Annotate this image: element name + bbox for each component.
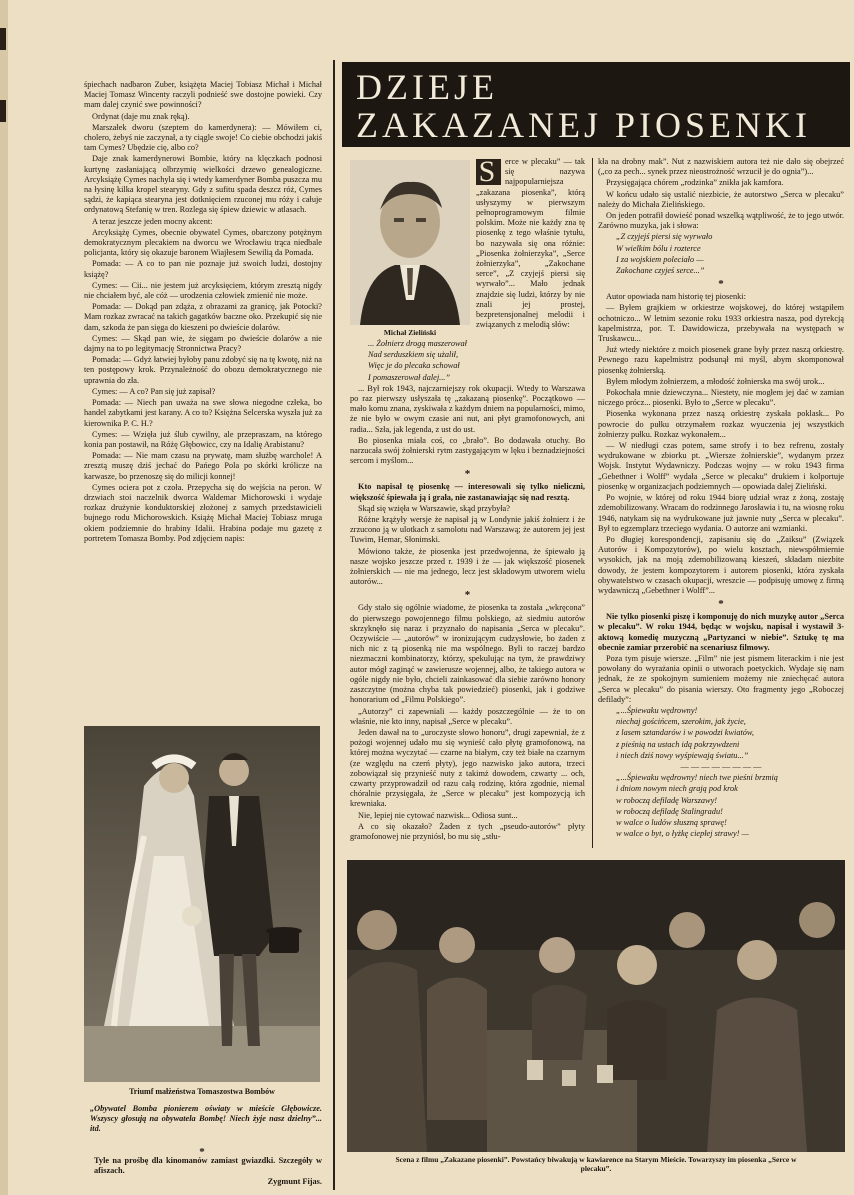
separator-star: * (464, 468, 471, 481)
portrait-caption: Michał Zieliński (383, 328, 437, 337)
article-title-box (342, 62, 850, 147)
verse-line: w walce o byt, o łyżkę ciepłej strawy! — (616, 829, 749, 839)
separator-star: * (464, 589, 471, 602)
left-paragraph: Pomada: — Nie mam czasu na prywatę, mam służbę warchole! A zresztą muszę dziś jechać do Pańego Pola po skórki królicze na karwasze, bo przenoszę się do milicji konnej! (84, 451, 322, 481)
left-paragraph: A teraz jeszcze jeden mocny akcent: (92, 216, 213, 226)
mid-paragraph: Różne krążyły wersje że napisał ją w Londynie jakiś żołnierz i że zrzucono ją w ulotkach z samolotu nad Warszawą; że autorem jej jest Tuwim, Hemar, Słonimski. (350, 515, 585, 545)
mid-paragraph: „Autorzy” ci zapewniali — każdy poszczególnie — że to on właśnie, nie kto inny, napisał „Serce w plecaku”. (350, 706, 585, 726)
right-paragraph: Piosenka wykonana przez naszą orkiestrę zyskała poklask... Po powrocie do pułku otrzymałem rozkaz wyuczenia jej wszystkich żołnierzy pułku. Rozkaz wykonałem... (598, 409, 844, 439)
left-paragraph: Cymes: — Wzięła już ślub cywilny, ale przepraszam, na którego konia pan postawił, na Różę Głębowicc, czy na Idalię Arabistanu? (84, 429, 322, 449)
verse-line: „...Śpiewaku wędrowny! (616, 705, 698, 715)
left-paragraph: Ordynat (daje mu znak ręką). (92, 111, 190, 121)
mid-paragraph: ... Był rok 1943, najczarniejszy rok okupacji. Wtedy to Warszawa po raz pierwszy usłyszała tę „zakazaną piosenkę”. Początkowo — mało komu znana, zyskiwała z każdym dniem na popularności, mimo, że nie było w owym czasie ani nut, ani płyt gramofonowych, ani radia... Szła, jak legenda, z ust do ust. (350, 383, 585, 434)
newspaper-quote: „Obywatel Bomba pionierem oświaty w mieście Głębowicze. Wszyscy głosują na obywatela Bombę! Niech żyje nasz dzielny”... itd. (90, 1104, 322, 1134)
verse-line: i dniom nowym niech grają pod krok (616, 784, 738, 794)
column-divider (333, 60, 335, 1190)
right-paragraph: Poza tym pisuje wiersze. „Film” nie jest pismem literackim i nie jest powołany do wyrażania opinii o utworach poetyckich. Wydaje się nam jednak, że ze spokojnym sumieniem możemy nie zniechęcać autora „Serca w plecaku” do pisania wierszy. Oto fragmenty jego „Roboczej defilady”: (598, 653, 844, 704)
separator-star: * (718, 598, 724, 611)
verse-line: Więc je do plecaka schował (368, 361, 460, 371)
mid-paragraph: Jeden dawał na to „uroczyste słowo honoru”, drugi zapewniał, że z pożogi wojennej udało mu się wynieść cało płytę gramofonową, na której można wyczytać — czarne na białym, czy też białe na czarnym (ze względu na czerń płyty), jego nazwisko jako autora, trzeci zobowiązał się przynieść nuty z takimż dowodem, czwarty ... och, czwarty przyprowadził od razu całą rodzinę, która zgodnie, niemal chóralnie przysięgała, że „Serce w plecaku” jest kompozycją ich krewniaka. (350, 727, 585, 809)
verse-line: z pieśnią na ustach idą pokrzywdzeni (616, 739, 740, 749)
mid-paragraph: A co się okazało? Żaden z tych „pseudo-autorów” płyty gramofonowej nie przyniósł, bo mu się „stłu- (350, 821, 585, 841)
verse-line: i niech dziś nowy wyśpiewają światu...” (616, 750, 749, 760)
mid-paragraph: Bo piosenka miała coś, co „brało”. Bo dodawała otuchy. Bo narzucała swój żołnierski rytm zastygającym w lęku i beznadziejności sercom i myślom... (350, 435, 585, 466)
left-paragraph: Pomada: — Niech pan uważa na swe słowa niegodne człeka, bo handel zabytkami jest karany. A co to? Księżna Selcerska wyszła już za kierownika P. C. H.? (84, 398, 322, 428)
closing-note: Tyle na prośbę dla kinomanów zamiast gwiazdki. Szczegóły w afiszach. (94, 1156, 322, 1176)
right-paragraph: Po wojnie, w której od roku 1944 biorę udział wraz z żoną, zostaję zdemobilizowany. Wracam do rodzinnego Jarosławia i tu, na wiosnę roku 1946, natykam się na wydrukowane już jawnie nuty „Serca w plecaku”. Był to egzemplarz trzeciego wydania. O autorze ani wzmianki. (598, 493, 844, 533)
verse-line: Nad serduszkiem się użalił, (368, 350, 459, 360)
wedding-photo-illustration (84, 726, 320, 1082)
left-paragraph: Pomada: — Dokąd pan zdąża, z obrazami za granicę, jak Potocki? Mam rozkaz zwracać na takich gagatków baczne oko. Przekupić się nie dam, szkoda że pan sięga do kieszeni po dwieście dolarów. (84, 302, 322, 332)
right-paragraph: — W niedługi czas potem, same strofy i to bez refrenu, zostały wydrukowane w zbiorku pt. „Wiersze żołnierskie”, wydanym przez Wojsk. Instytut Wydawniczy. Podczas wojny — w roku 1943 firma „Gebethner i Wolff” wydała „Serce w plecaku” drukiem i kolportuje piosenkę w organizacjach podziemnych — opowiada dalej Zieliński. (598, 441, 844, 491)
verse-line: „...Śpiewaku wędrowny! niech twe pieśni brzmią (616, 773, 778, 783)
verse-line: I pomaszerował dalej...” (368, 372, 450, 382)
right-paragraph: Byłem młodym żołnierzem, a młodość żołnierska ma swój urok... (606, 376, 825, 386)
verse-line: W wielkim bólu i rozterce (616, 243, 701, 253)
right-paragraph: Nie tylko piosenki piszę i komponuję do nich muzykę autor „Serca w plecaku”. W roku 1944, będąc w wojsku, napisał i wystawił 3-aktową komedię muzyczną „Partyzanci w niebie”. Sztukę tę ma obecnie zamiar przerobić na scenariusz filmowy. (598, 612, 844, 652)
left-paragraph: śpiechach nadbaron Zuber, książęta Maciej Tobiasz Michał i Michał Maciej Tomasz Wincenty raczyli podnieść swe dostojne powieki. Czy mam dalej czynić swe powinności? (84, 80, 322, 110)
verse-line: I za wojskiem poleciało — (616, 254, 704, 264)
author-signature: Zygmunt Fijas. (267, 1177, 322, 1186)
verse-line: w walce o ludów słuszną sprawę! (616, 817, 727, 827)
drop-cap: S (476, 159, 501, 185)
left-paragraph: Pomada: — A co to pan nie poznaje już swoich ludzi, dostojny książę? (84, 259, 322, 279)
question-paragraph: Kto napisał tę piosenkę — interesowali się tylko nieliczni, większość śpiewała ją i grała, nie zastanawiając się nad resztą. (350, 482, 585, 502)
wedding-photo-caption: Triumf małżeństwa Tomaszostwa Bombów (129, 1087, 275, 1096)
column-divider-thin (592, 158, 593, 848)
left-paragraph: Cymes: — Skąd pan wie, że sięgam po dwieście dolarów a nie dajmy na to po legitymację Stronnictwa Pracy? (84, 333, 322, 354)
right-paragraph: kła na drobny mak”. Nut z nazwiskiem autora też nie dało się obejrzeć („co za pech... synek przez nieostrożność wrzucił je do ognia”)... (598, 157, 844, 177)
left-paragraph: Cymes: — A co? Pan się już zapisał? (92, 386, 216, 396)
article-title-line2: ZAKAZANEJ PIOSENKI (356, 105, 811, 145)
separator-star: * (199, 1146, 205, 1158)
left-paragraph: Cymes ociera pot z czoła. Przepycha się do wejścia na peron. W drzwiach stoi naczelnik dworca Waldemar Michorowski i wydaje rozkaz drużynie konduktorskiej złożonej z samych przedstawicieli bujnego rodu Michorowskich. Książę Michał Maciej Tobiasz mruga okiem podziemnie do hrabiny Idalii. Hrabina podaje mu gazetę z portretem Tomasza Bomby. Pod zdjęciem napis: (84, 482, 322, 543)
verse-line: w roboczą defiladę Warszawy! (616, 795, 718, 805)
right-paragraph: On jeden potrafił dowieść ponad wszelką wątpliwość, że to jego utwór. Zarówno muzyka, jak i słowa: (598, 211, 844, 231)
mid-paragraph: Gdy stało się ogólnie wiadome, że piosenka ta została „wkręcona” do pierwszego powojennego filmu polskiego, aż siedmiu autorów skrzyknęło się naraz i przyznało do napisania „Serca w plecaku”. Oczywiście — „autorów” w ironizującym cudzysłowie, bo żaden z nich nic z tą piosenką nie ma wspólnego. Byli to raczej bardzo niezmaczni kombinatorzy, którzy, spekulując na tym, że prawdziwy autor mógł zaginąć w zawierusze wojennej, albo, że takiego autora w ogóle nigdy nie było, chcieli zainkasować dla siebie zarówno honory zaszczytne (można chyba tak powiedzieć) piosenki, jak i godziwe honorarium od „Filmu Polskiego”. (350, 603, 585, 705)
left-column (84, 80, 322, 720)
right-paragraph: Po długiej korespondencji, zapisaniu się do „Zaiksu” (Związek Autorów i Kompozytorów), po wielu kosztach, niewspółmiernie wysokich, jak na moją zdemobilizowaną kieszeń, składam niezbite dowody, że jestem kompozytorem i autorem piosenki, która zyskała obywatelstwo w czasach okupacji, wreszcie — podpisuję umowę z firmą wydawniczą „Gebethner i Wolff”... (598, 534, 844, 595)
verse-line: Zakochane czyjeś serce...” (616, 266, 705, 276)
separator-star: * (718, 278, 724, 291)
right-paragraph: — Byłem grajkiem w orkiestrze wojskowej, do której wstąpiłem ochotniczo... W letnim sezonie roku 1933 orkiestra nasza, pod dyrekcją kapelmistrza, por. T. Dawidowicza, przebywała na występach w Truskawcu... (598, 303, 844, 344)
right-paragraph: Autor opowiada nam historię tej piosenki: (606, 292, 746, 302)
right-paragraph: Już wtedy niektóre z moich piosenek grane były przez naszą orkiestrę. Pewnego razu kapelmistrz podsunął mi myśl, abym skomponował piosenkę żołnierską. (598, 345, 844, 375)
film-scene-caption: Scena z filmu „Zakazane piosenki”. Powstańcy biwakują w kawiarence na Starym Mieście. Towarzyszy im piosenka „Serce w plecaku”. (395, 1155, 797, 1173)
left-paragraph: Pomada: — Gdyż łatwiej byłoby panu zdobyć się na tę kwotę, niż na ten postępowy krok. Przynależność do obozu demokratycznego nie uprawnia do zła. (84, 355, 322, 385)
right-column (598, 157, 844, 857)
verse-line: niechaj gościńcem, szerokim, jak życie, (616, 717, 746, 727)
article-title-line1: DZIEJE (356, 67, 498, 107)
verse-line: „Z czyjejś piersi się wyrwało (616, 232, 713, 242)
left-paragraph: Arcyksiążę Cymes, obecnie obywatel Cymes, obarczony potężnym demokratycznym plecakiem na dworcu we Wrocławiu trąca niedbale policjanta, który się okazuje baronem Wiajłesem Sewilią da Pomada. (84, 227, 322, 258)
wedding-photo (84, 726, 320, 1082)
middle-column (350, 157, 585, 857)
mid-paragraph: Nie, lepiej nie cytować nazwisk... Odiosa sunt... (358, 810, 518, 820)
film-scene-photo (347, 860, 845, 1152)
left-paragraph: Cymes: — Cii... nie jestem już arcyksięciem, którym zresztą nigdy nie chciałem być, ale cóż — urodzenia człowiek zmienić nie może. (84, 280, 322, 301)
binding-mark (0, 100, 6, 122)
verse-line: w roboczą defiladę Stalingradu! (616, 806, 723, 816)
portrait-spacer (350, 157, 476, 339)
right-paragraph: Przysięgająca chórem „rodzinka” znikła jak kamfora. (606, 178, 784, 188)
film-scene-illustration (347, 860, 845, 1152)
verse-line: z lasem sztandarów i w powodzi kwiatów, (616, 728, 754, 738)
right-paragraph: Pokochała mnie dziewczyna... Niestety, nie mogłem jej dać w zamian niczego prócz... piosenki. Było to „Serce w plecaku”. (598, 388, 844, 408)
mid-paragraph: Skąd się wzięła w Warszawie, skąd przybyła? (358, 503, 510, 513)
left-paragraph: Daje znak kamerdynerowi Bombie, który na klęczkach podnosi kurtynę zasłaniającą olbrzymię wielkości drzewo genealogiczne. Arcyksiążę Cymes nachyla się i wtedy kamerdyner Bomba puszcza mu na łysinę kilka kropel stearyny. Gdy z sufitu spada deszcz róż, Cymes sądzi, że kapiąca stearyna jest dotknięciem rzuconej mu róży i całuje ordynatową Stefanię w tren. Rozlega się śpiew dziewic w atlasach. (84, 154, 322, 215)
right-paragraph: W końcu udało się ustalić niezbicie, że autorstwo „Serca w plecaku” należy do Michała Zielińskiego. (598, 189, 844, 209)
page-edge (0, 0, 8, 1195)
intro-text: erce w plecaku” — tak się nazywa najpopularniejsza „zakazana piosenka”, którą usłyszymy w pierwszym pełnoprogramowym filmie polskim. Może nie każdy zna tę piosenkę z tego właśnie tytułu, bo nazywała się ona różnie: „Piosenka żołnierzyka”, „Serce żołnierzyka”, „Zakochane serce”, „Z czyjejś piersi się wyrwało”... Mało jednak znajdzie się ludzi, którzy by nie znali jej prostej, bezpretensjonalnej melodii i związanych z melodią słów: (476, 157, 585, 330)
left-paragraph: Marszałek dworu (szeptem do kamerdynera): — Mówiłem ci, cholero, żebyś nie zaczynał, a ty ciągle swoje! Co ciebie obchodzi jakiś tam Cymes? Ubędzie cię, albo co? (84, 122, 322, 153)
verse-line: ... Żołnierz drogą maszerował (368, 339, 467, 348)
verse-separator: — — — — — — — — (680, 761, 762, 771)
mid-paragraph: Mówiono także, że piosenka jest przedwojenna, że śpiewało ją nasze wojsko jeszcze przed r. 1939 i że — jak większość piosenek żołnierskich — nie ma jednego, lecz jest składowym utworem wielu autorów... (350, 546, 585, 587)
binding-mark (0, 28, 6, 50)
